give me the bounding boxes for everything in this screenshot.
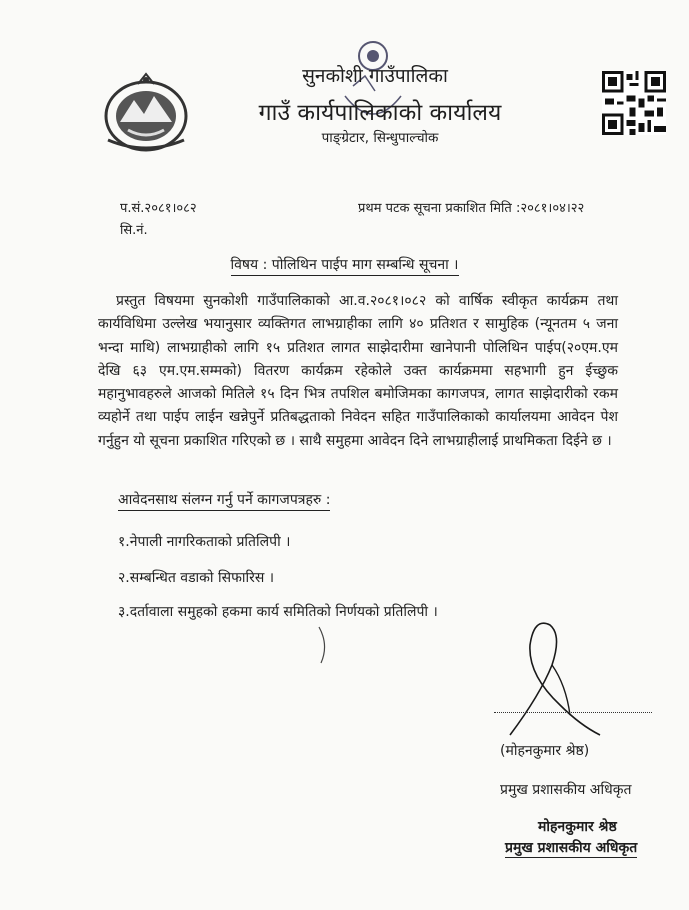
signatory-title: प्रमुख प्रशासकीय अधिकृत — [500, 782, 632, 798]
dispatch-number: सि.नं. — [120, 223, 148, 238]
office-address: पाङ्ग्रेटार, सिन्धुपाल्चोक — [321, 130, 439, 146]
municipality-name: सुनकोशी गाउँपालिका — [302, 65, 448, 87]
signature-line — [494, 712, 652, 713]
publish-date: प्रथम पटक सूचना प्रकाशित मिति :२०८१।०४।२२ — [358, 201, 585, 216]
qr-code-icon — [602, 70, 666, 136]
subject-line — [0, 255, 689, 274]
notice-body: प्रस्तुत विषयमा सुनकोशी गाउँपालिकाको आ.व.२०८१।०८२ को वार्षिक स्वीकृत कार्यक्रम तथा कार्यविधिमा उल्लेख भयानुसार व्यक्तिगत लाभग्राहीका लागि ४० प्रतिशत र सामुहिक (न्यूनतम ५ जना भन्दा माथि) लाभग्राहीको लागि १५ प्रतिशत लागत साझेदारीमा खानेपानी पोलिथिन पाईप(२०एम.एम देखि ६३ एम.एम.सम्मको) वितरण कार्यक्रम रहेकोले उक्त कार्यक्रममा सहभागी हुन ईच्छुक महानुभावहरुले आजको मितिले १५ दिन भित्र तपशिल बमोजिमका कागजपत्र, लागत साझेदारीको रकम व्यहोर्ने तथा पाईप लाईन खन्नेपुर्ने प्रतिबद्धताको निवेदन सहित गाउँपालिकाको कार्यालयमा आवेदन पेश गर्नुहुन यो सूचना प्रकाशित गरिएको छ । साथै समुहमा आवेदन दिने लाभग्राहीलाई प्राथमिकता दिईने छ । — [98, 293, 618, 449]
pen-mark-icon — [315, 625, 335, 665]
requirement-item: ३.दर्तावाला समुहको हकमा कार्य समितिको निर्णयको प्रतिलिपी । — [118, 604, 438, 620]
subject-text: विषय : पोलिथिन पाईप माग सम्बन्धि सूचना । — [231, 257, 459, 276]
office-name: गाउँ कार्यपालिकाको कार्यालय — [258, 100, 502, 126]
signature-icon — [470, 605, 640, 745]
requirements-heading: आवेदनसाथ संलग्न गर्नु पर्ने कागजपत्रहरु : — [118, 490, 330, 511]
nepal-emblem-icon — [98, 70, 194, 156]
reference-number: प.सं.२०८१।०८२ — [120, 201, 197, 216]
seal-name: मोहनकुमार श्रेष्ठ — [538, 819, 617, 835]
seal-title: प्रमुख प्रशासकीय अधिकृत — [505, 840, 638, 856]
requirement-item: २.सम्बन्धित वडाको सिफारिस । — [118, 570, 275, 586]
signatory-name: (मोहनकुमार श्रेष्ठ) — [500, 743, 590, 759]
requirement-item: १.नेपाली नागरिकताको प्रतिलिपी । — [118, 534, 291, 550]
